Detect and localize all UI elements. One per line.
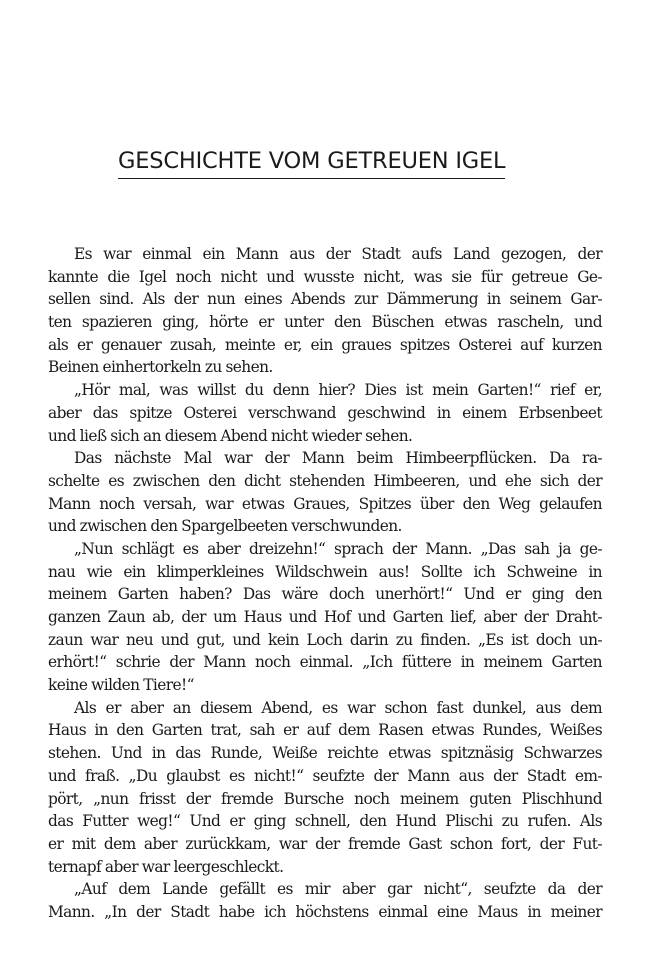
text-line: nau wie ein klimperkleines Wildschwein aus! Sollte ich Schweine in	[48, 562, 602, 581]
text-line: Mann. „In der Stadt habe ich höchstens einmal eine Maus in meiner	[48, 902, 602, 921]
text-line: Als er aber an diesem Abend, es war schon fast dunkel, aus dem	[74, 698, 602, 717]
text-line: erhört!“ schrie der Mann noch einmal. „Ich füttere in meinem Garten	[48, 653, 602, 672]
text-line: er mit dem aber zurückkam, war der fremde Gast schon fort, der Fut-	[48, 834, 602, 853]
text-line: stehen. Und in das Runde, Weiße reichte etwas spitznäsig Schwarzes	[48, 744, 602, 763]
text-line: Es war einmal ein Mann aus der Stadt aufs Land gezogen, der	[74, 245, 602, 263]
text-line: ganzen Zaun ab, der um Haus und Hof und Garten lief, aber der Draht-	[48, 608, 602, 626]
text-line: pört, „nun frisst der fremde Bursche noch meinem guten Plischhund	[48, 789, 602, 808]
text-line: „Hör mal, was willst du denn hier? Dies ist mein Garten!“ rief er,	[74, 381, 602, 400]
text-line: „Nun schlägt es aber dreizehn!“ sprach der Mann. „Das sah ja ge-	[74, 539, 602, 558]
text-line: und fraß. „Du glaubst es nicht!“ seufzte der Mann aus der Stadt em-	[48, 766, 602, 785]
text-line: sellen sind. Als der nun eines Abends zur Dämmerung in seinem Gar-	[48, 290, 602, 309]
text-line: das Futter weg!“ Und er ging schnell, den Hund Plischi zu rufen. Als	[48, 812, 602, 831]
text-line: und zwischen den Spargelbeeten verschwunden.	[48, 517, 402, 536]
text-line: kannte die Igel noch nicht und wusste nicht, was sie für getreue Ge-	[48, 267, 602, 286]
text-line: ternapf aber war leergeschleckt.	[48, 857, 284, 876]
text-line: zaun war neu und gut, und kein Loch darin zu finden. „Es ist doch un-	[48, 630, 602, 649]
text-line: aber das spitze Osterei verschwand geschwind in einem Erbsenbeet	[48, 403, 602, 422]
chapter-title: GESCHICHTE VOM GETREUEN IGEL	[118, 146, 505, 179]
text-line: meinem Garten haben? Das wäre doch unerhört!“ Und er ging den	[48, 585, 602, 604]
text-line: ten spazieren ging, hörte er unter den Büschen etwas rascheln, und	[48, 313, 602, 332]
text-line: Mann noch versah, war etwas Graues, Spitzes über den Weg gelaufen	[48, 494, 602, 513]
text-line: Beinen einhertorkeln zu sehen.	[48, 358, 273, 377]
text-line: und ließ sich an diesem Abend nicht wieder sehen.	[48, 426, 413, 445]
text-line: „Auf dem Lande gefällt es mir aber gar nicht“, seufzte da der	[74, 880, 602, 899]
text-line: schelte es zwischen den dicht stehenden Himbeeren, und ehe sich der	[48, 471, 602, 490]
story-text	[48, 243, 602, 924]
text-line: keine wilden Tiere!“	[48, 676, 194, 695]
text-line: Das nächste Mal war der Mann beim Himbeerpflücken. Da ra-	[74, 449, 602, 468]
text-line: als er genauer zusah, meinte er, ein graues spitzes Osterei auf kurzen	[48, 335, 602, 354]
text-line: Haus in den Garten trat, sah er auf dem Rasen etwas Rundes, Weißes	[48, 721, 602, 740]
